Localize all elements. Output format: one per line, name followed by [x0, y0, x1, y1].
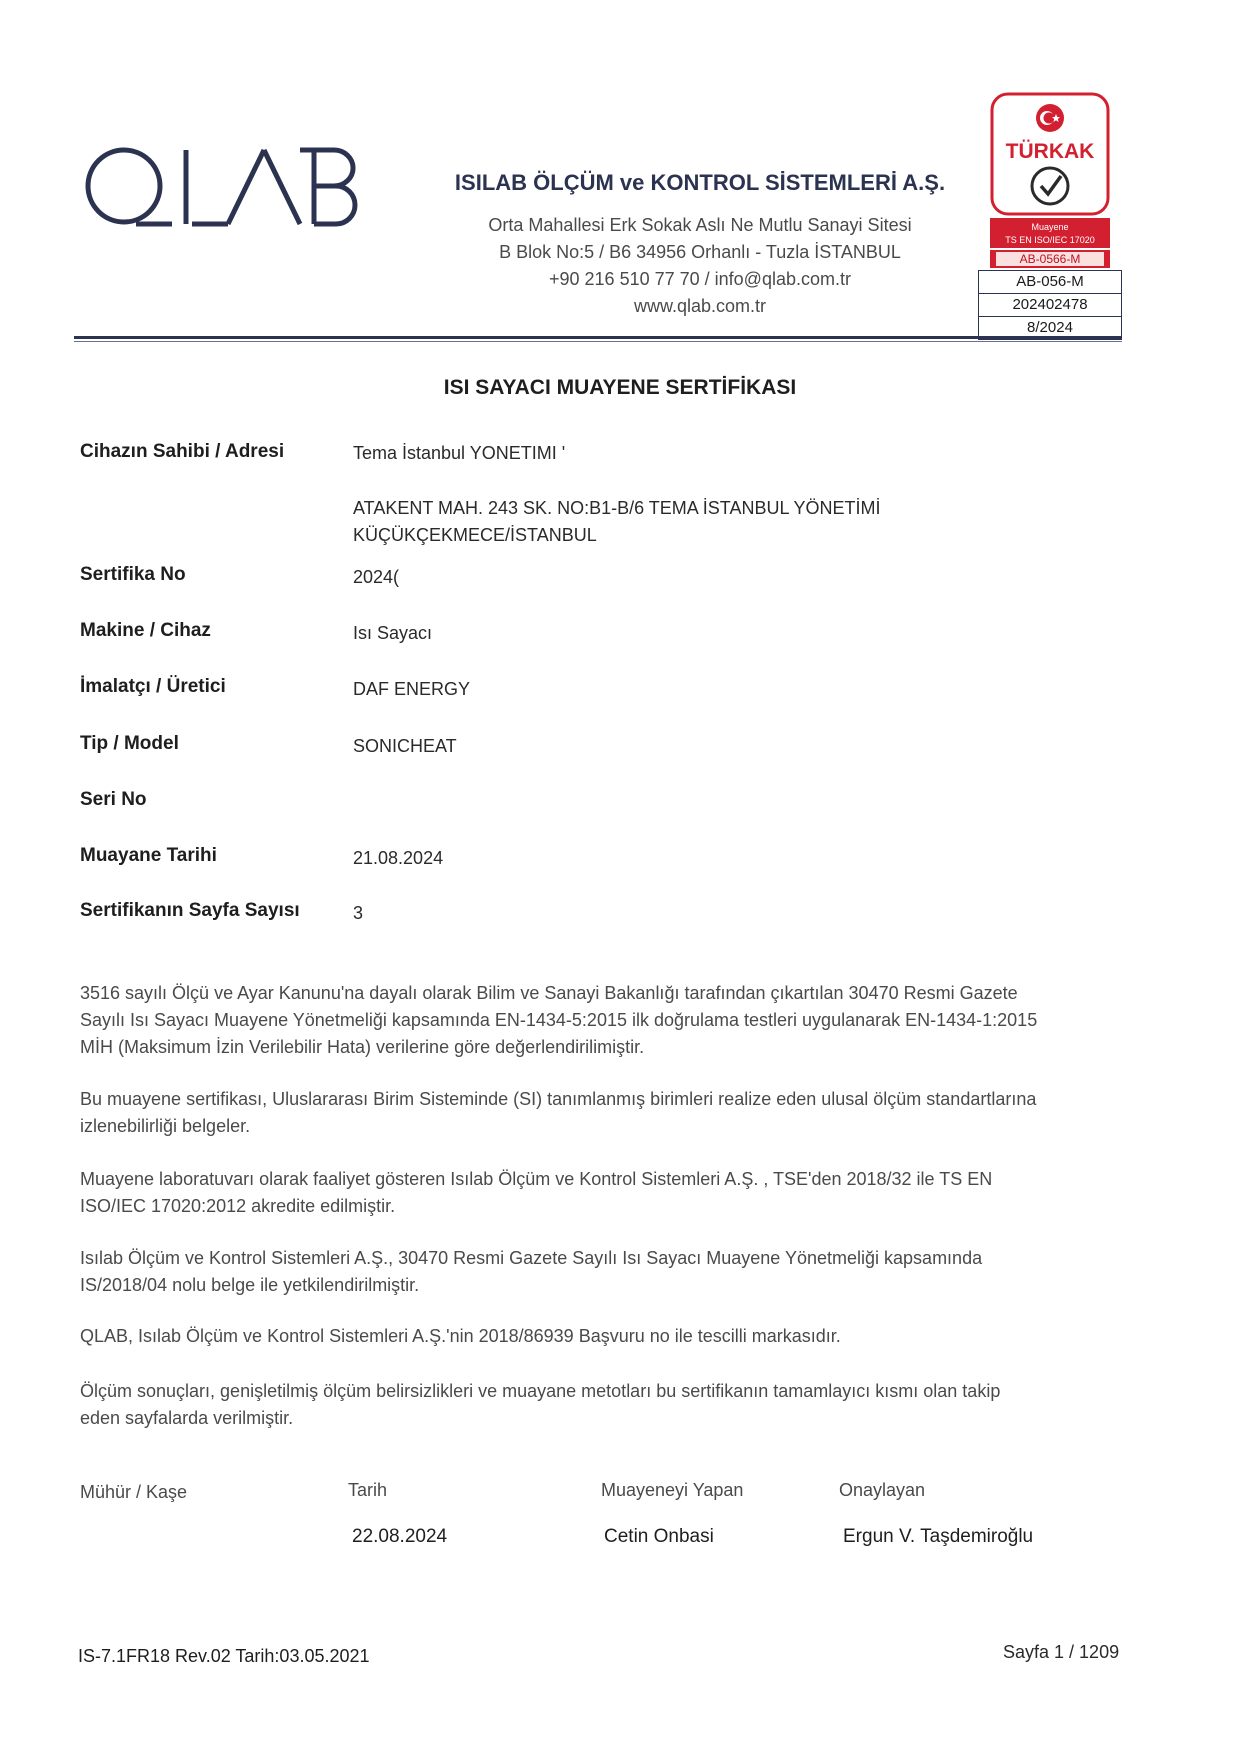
field-value-address-line2: KÜÇÜKÇEKMECE/İSTANBUL [353, 525, 597, 545]
field-label-model: Tip / Model [80, 733, 179, 754]
paragraph-traceability [80, 1086, 1140, 1140]
turkak-type-text: Muayene [1031, 222, 1069, 232]
website-line: www.qlab.com.tr [633, 296, 767, 316]
signature-value-date: 22.08.2024 [352, 1526, 448, 1547]
signature-value-approver: Ergun V. Taşdemiroğlu [843, 1526, 1034, 1547]
accreditation-number-box: AB-056-M [978, 270, 1122, 294]
field-value-certificate-no: 2024( [353, 567, 400, 587]
paragraph-line: ISO/IEC 17020:2012 akredite edilmiştir. [80, 1196, 396, 1216]
address-line: Orta Mahallesi Erk Sokak Aslı Ne Mutlu Sanayi Sitesi [488, 215, 912, 235]
field-label-inspection-date: Muayane Tarihi [80, 845, 217, 866]
field-value-model: SONICHEAT [353, 736, 457, 756]
field-label-certificate-no: Sertifika No [80, 564, 186, 585]
field-value-owner: Tema İstanbul YONETIMI ' [353, 443, 566, 463]
field-value-inspection-date: 21.08.2024 [353, 848, 444, 868]
field-value-address-line1: ATAKENT MAH. 243 SK. NO:B1-B/6 TEMA İSTANBUL YÖNETİMİ [353, 498, 881, 518]
field-value-device: Isı Sayacı [353, 623, 433, 643]
contact-line: +90 216 510 77 70 / info@qlab.com.tr [549, 269, 851, 289]
field-label-device: Makine / Cihaz [80, 620, 211, 641]
turkak-text: TÜRKAK [1005, 140, 1095, 163]
document-title: ISI SAYACI MUAYENE SERTİFİKASI [443, 376, 797, 399]
header-divider-thin [74, 341, 1122, 342]
signature-value-inspector: Cetin Onbasi [604, 1526, 714, 1547]
paragraph-line: Ölçüm sonuçları, genişletilmiş ölçüm belirsizlikleri ve muayane metotları bu sertifikanın tamamlayıcı kısmı olan takip [80, 1381, 1001, 1401]
paragraph-legal-basis [80, 980, 1140, 1061]
paragraph-results-note [80, 1378, 1140, 1432]
paragraph-line: IS/2018/04 nolu belge ile yetkilendirilmiştir. [80, 1275, 420, 1295]
form-code: IS-7.1FR18 Rev.02 Tarih:03.05.2021 [78, 1646, 370, 1666]
company-name: ISILAB ÖLÇÜM ve KONTROL SİSTEMLERİ A.Ş. [454, 170, 946, 195]
field-label-owner: Cihazın Sahibi / Adresi [80, 441, 285, 462]
turkak-code-text: AB-0566-M [1019, 252, 1081, 266]
accreditation-date-box: 8/2024 [978, 316, 1122, 340]
signature-label-inspector: Muayeneyi Yapan [601, 1480, 744, 1500]
paragraph-line: Sayılı Isı Sayacı Muayene Yönetmeliği kapsamında EN-1434-5:2015 ilk doğrulama testleri uygulanarak EN-1434-1:2015 [80, 1010, 1038, 1030]
header-divider [74, 336, 1122, 339]
field-label-manufacturer: İmalatçı / Üretici [80, 676, 226, 697]
qlab-logo [78, 136, 358, 236]
signature-label-date: Tarih [348, 1480, 388, 1500]
turkak-accreditation-mark [990, 92, 1110, 270]
field-label-page-count: Sertifikanın Sayfa Sayısı [80, 900, 300, 921]
paragraph-accreditation [80, 1166, 1140, 1220]
paragraph-line: izlenebilirliği belgeler. [80, 1116, 251, 1136]
turkak-standard-text: TS EN ISO/IEC 17020 [1005, 235, 1095, 245]
paragraph-line: Bu muayene sertifikası, Uluslararası Birim Sisteminde (SI) tanımlanmış birimleri realize eden ulusal ölçüm standartlarına [80, 1089, 1037, 1109]
paragraph-line: 3516 sayılı Ölçü ve Ayar Kanunu'na dayalı olarak Bilim ve Sanayi Bakanlığı tarafından çıkartılan 30470 Resmi Gazete [80, 983, 1018, 1003]
paragraph-trademark [80, 1323, 1140, 1350]
paragraph-line: eden sayfalarda verilmiştir. [80, 1408, 294, 1428]
signature-label-approver: Onaylayan [839, 1480, 926, 1500]
field-label-serial-no: Seri No [80, 789, 147, 810]
address-line: B Blok No:5 / B6 34956 Orhanlı - Tuzla İSTANBUL [499, 242, 901, 262]
field-value-page-count: 3 [353, 903, 364, 923]
paragraph-line: Muayene laboratuvarı olarak faaliyet gösteren Isılab Ölçüm ve Kontrol Sistemleri A.Ş. , TSE'den 2018/32 ile TS EN [80, 1169, 993, 1189]
paragraph-line: Isılab Ölçüm ve Kontrol Sistemleri A.Ş., 30470 Resmi Gazete Sayılı Isı Sayacı Muayene Yönetmeliği kapsamında [80, 1248, 983, 1268]
accreditation-certificate-box: 202402478 [978, 293, 1122, 317]
signature-label-seal: Mühür / Kaşe [80, 1482, 188, 1502]
paragraph-line: MİH (Maksimum İzin Verilebilir Hata) verilerine göre değerlendirilimiştir. [80, 1037, 645, 1057]
paragraph-authorization [80, 1245, 1140, 1299]
field-value-manufacturer: DAF ENERGY [353, 679, 471, 699]
page-number: Sayfa 1 / 1209 [1003, 1642, 1120, 1662]
paragraph-line: QLAB, Isılab Ölçüm ve Kontrol Sistemleri A.Ş.'nin 2018/86939 Başvuru no ile tescilli markasıdır. [80, 1326, 841, 1346]
